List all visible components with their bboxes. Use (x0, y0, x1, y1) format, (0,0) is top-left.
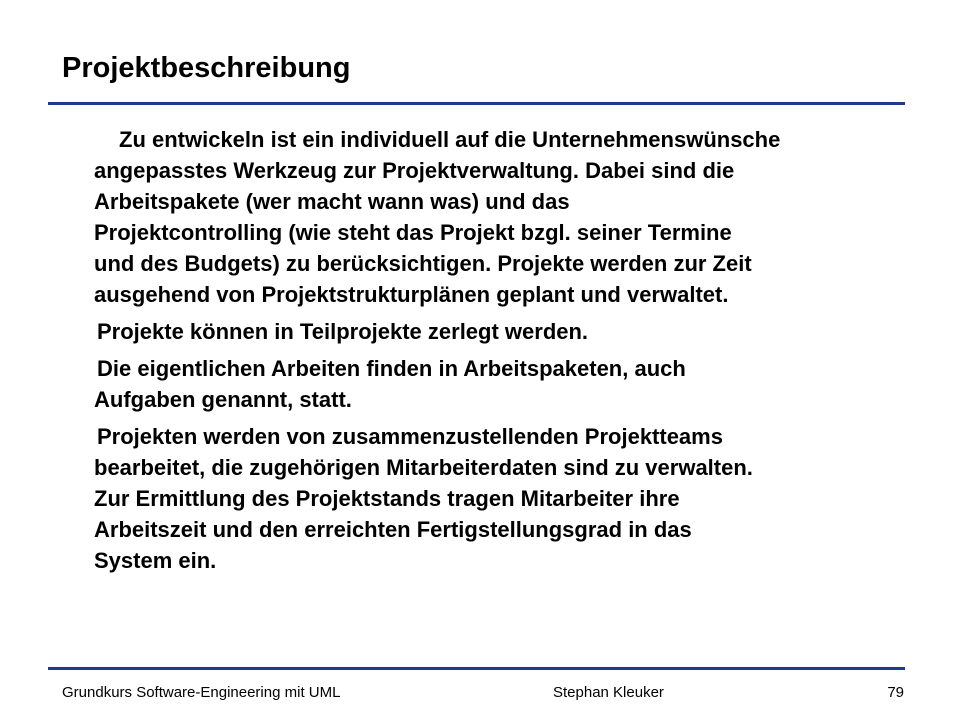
text-line: Arbeitspakete (wer macht wann was) und das (94, 189, 570, 214)
paragraph (94, 353, 924, 415)
text-line: Projekten werden von zusammenzustellenden Projektteams (97, 424, 723, 449)
text-line: und des Budgets) zu berücksichtigen. Projekte werden zur Zeit (94, 251, 752, 276)
text-line: Zur Ermittlung des Projektstands tragen Mitarbeiter ihre (94, 486, 680, 511)
paragraph (94, 316, 924, 347)
slide-title: Projektbeschreibung (62, 52, 351, 84)
text-line: angepasstes Werkzeug zur Projektverwaltung. Dabei sind die (94, 158, 735, 183)
footer-divider (48, 667, 905, 670)
text-line: bearbeitet, die zugehörigen Mitarbeiterdaten sind zu verwalten. (94, 455, 753, 480)
text-line: Arbeitszeit und den erreichten Fertigstellungsgrad in das (94, 517, 692, 542)
page-number: 79 (887, 684, 904, 701)
text-line: ausgehend von Projektstrukturplänen geplant und verwaltet. (94, 282, 729, 307)
slide-body (94, 124, 924, 582)
text-line: System ein. (94, 548, 217, 573)
text-line: Zu entwickeln ist ein individuell auf die Unternehmenswünsche (119, 127, 781, 152)
footer-author: Stephan Kleuker (553, 684, 664, 701)
footer-course: Grundkurs Software-Engineering mit UML (62, 684, 341, 701)
text-line: Aufgaben genannt, statt. (94, 387, 352, 412)
paragraph (94, 421, 924, 576)
paragraph (94, 124, 924, 310)
text-line: Projektcontrolling (wie steht das Projekt bzgl. seiner Termine (94, 220, 732, 245)
title-divider (48, 102, 905, 105)
text-line: Projekte können in Teilprojekte zerlegt werden. (97, 319, 589, 344)
text-line: Die eigentlichen Arbeiten finden in Arbeitspaketen, auch (97, 356, 686, 381)
